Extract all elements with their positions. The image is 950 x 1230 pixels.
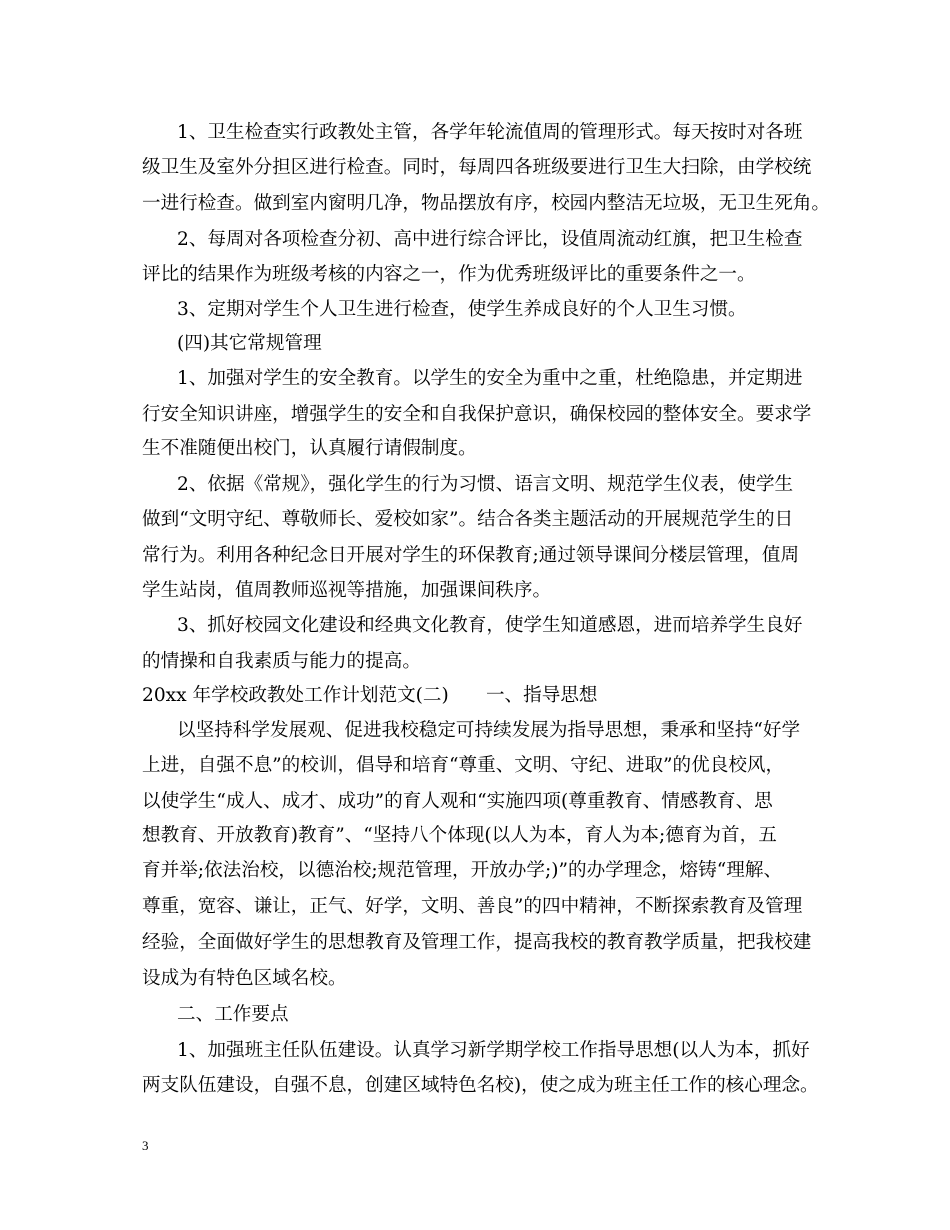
paragraph-line: 一进行检查。做到室内窗明几净，物品摆放有序，校园内整洁无垃圾，无卫生死角。 (142, 193, 830, 214)
paragraph-line: 2、依据《常规》，强化学生的行为习惯、语言文明、规范学生仪表，使学生 (177, 474, 794, 495)
page-number: 3 (142, 1138, 149, 1153)
paragraph-line: 1、加强班主任队伍建设。认真学习新学期学校工作指导思想(以人为本，抓好 (177, 1040, 810, 1061)
paragraph-line: 级卫生及室外分担区进行检查。同时，每周四各班级要进行卫生大扫除，由学校统 (142, 157, 812, 178)
section-heading: 二、工作要点 (177, 1004, 289, 1025)
paragraph-line: 常行为。利用各种纪念日开展对学生的环保教育;通过领导课间分楼层管理，值周 (142, 545, 800, 566)
paragraph-line: 经验，全面做好学生的思想教育及管理工作，提高我校的教育教学质量，把我校建 (142, 932, 812, 953)
paragraph-line: 生不准随便出校门，认真履行请假制度。 (142, 438, 477, 459)
paragraph-line: 做到“文明守纪、尊敬师长、爱校如家”。结合各类主题活动的开展规范学生的日 (142, 509, 794, 530)
paragraph-line: 育并举;依法治校，以德治校;规范管理，开放办学;)”的办学理念，熔铸“理解、 (142, 860, 783, 881)
paragraph-line: 1、加强对学生的安全教育。以学生的安全为重中之重，杜绝隐患，并定期进 (177, 368, 803, 389)
paragraph-line: 3、定期对学生个人卫生进行检查，使学生养成良好的个人卫生习惯。 (177, 299, 747, 320)
paragraph-line: 上进，自强不息”的校训，倡导和培育“尊重、文明、守纪、进取”的优良校风， (142, 755, 785, 776)
paragraph-line: 两支队伍建设，自强不息，创建区域特色名校)，使之成为班主任工作的核心理念。 (142, 1075, 819, 1096)
paragraph-line: 学生站岗，值周教师巡视等措施，加强课间秩序。 (142, 580, 552, 601)
paragraph-line: 3、抓好校园文化建设和经典文化教育，使学生知道感恩，进而培养学生良好 (177, 615, 803, 636)
paragraph-line: 2、每周对各项检查分初、高中进行综合评比，设值周流动红旗，把卫生检查 (177, 229, 803, 250)
document-title-line: 20xx 年学校政教处工作计划范文(二) 一、指导思想 (142, 685, 598, 706)
paragraph-line: 想教育、开放教育)教育”、“坚持八个体现(以人为本，育人为本;德育为首，五 (142, 825, 777, 846)
paragraph-line: 评比的结果作为班级考核的内容之一，作为优秀班级评比的重要条件之一。 (142, 264, 756, 285)
section-heading: (四)其它常规管理 (177, 333, 322, 354)
paragraph-line: 以坚持科学发展观、促进我校稳定可持续发展为指导思想，秉承和坚持“好学 (177, 720, 801, 741)
paragraph-line: 的情操和自我素质与能力的提高。 (142, 651, 421, 672)
paragraph-line: 设成为有特色区域名校。 (142, 968, 347, 989)
paragraph-line: 行安全知识讲座，增强学生的安全和自我保护意识，确保校园的整体安全。要求学 (142, 404, 812, 425)
paragraph-line: 以使学生“成人、成才、成功”的育人观和“实施四项(尊重教育、情感教育、思 (142, 791, 773, 812)
paragraph-line: 1、卫生检查实行政教处主管，各学年轮流值周的管理形式。每天按时对各班 (177, 122, 803, 143)
paragraph-line: 尊重，宽容、谦让，正气、好学，文明、善良”的四中精神，不断探索教育及管理 (142, 896, 803, 917)
